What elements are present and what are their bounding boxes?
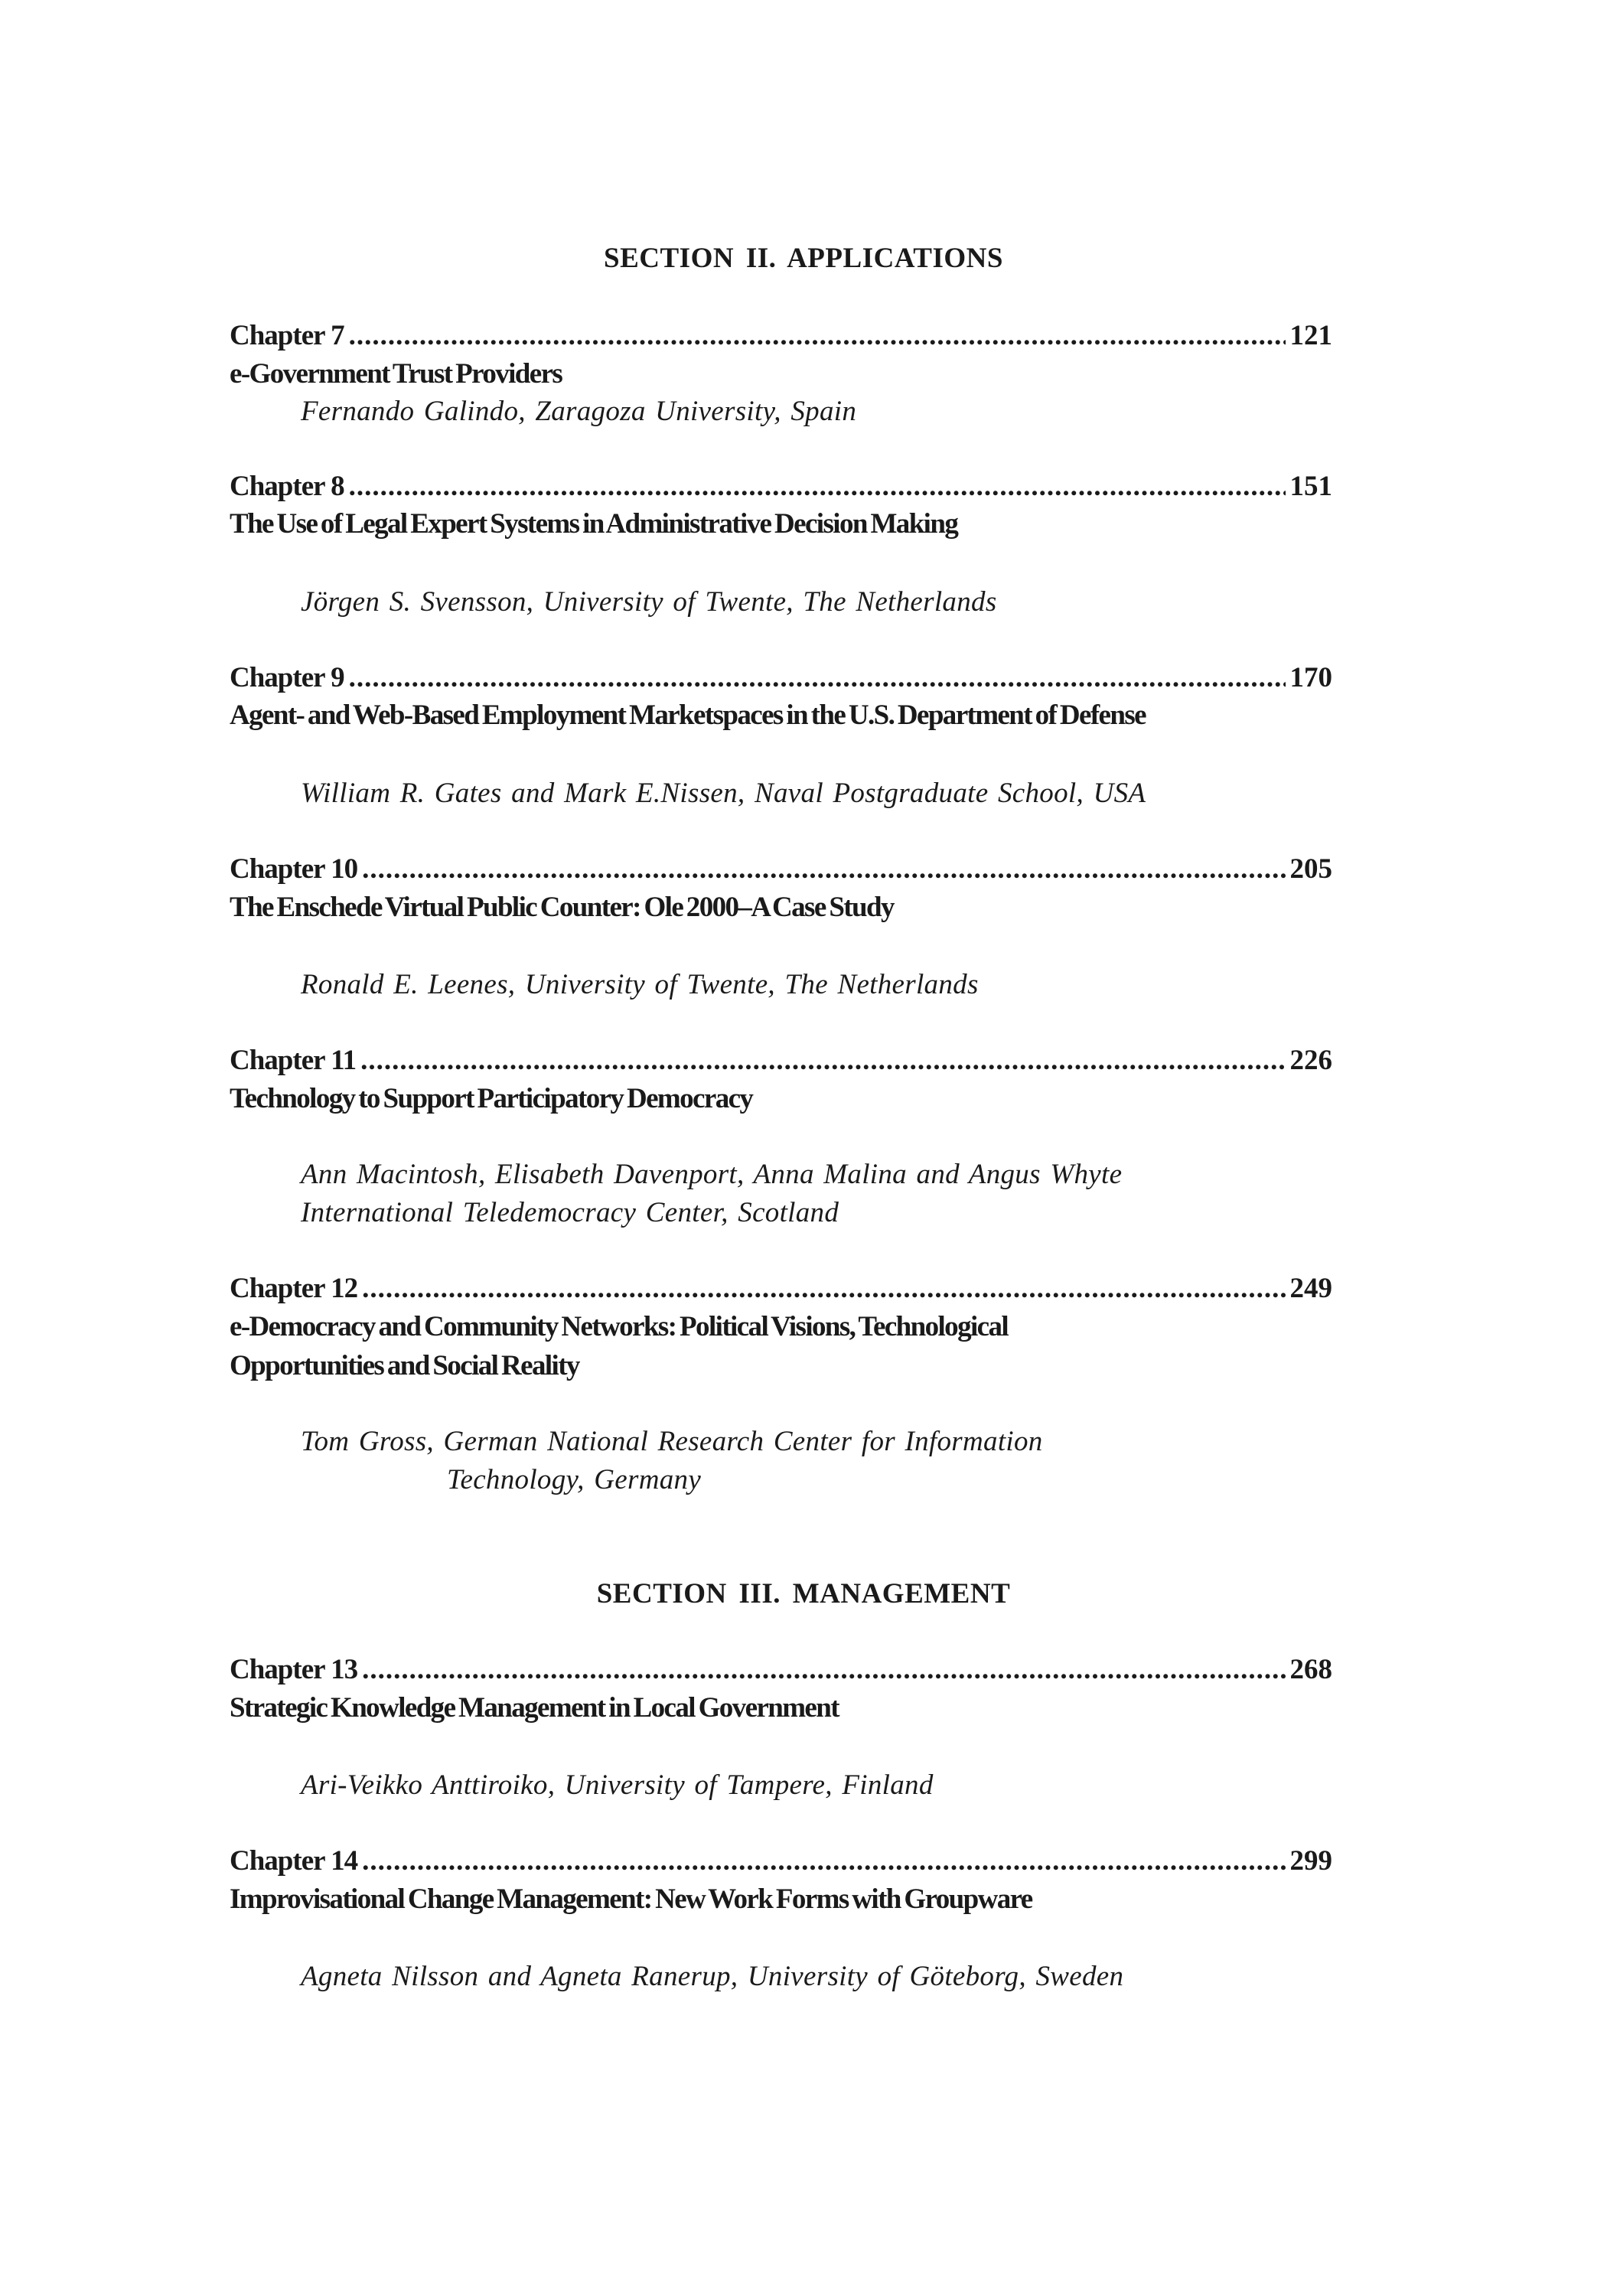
chapter-authors-cont: Technology, Germany: [447, 1464, 702, 1495]
chapter-label: Chapter 9: [230, 662, 344, 693]
chapter-label: Chapter 8: [230, 471, 344, 502]
page-number: 249: [1289, 1273, 1332, 1304]
dot-leader: [362, 853, 1285, 886]
page-number: 205: [1289, 853, 1332, 885]
chapter-entry[interactable]: [230, 470, 1332, 504]
chapter-title: e-Democracy and Community Networks: Political Visions, Technological: [230, 1311, 1009, 1342]
dot-leader: [360, 1044, 1285, 1078]
dot-leader: [362, 1653, 1285, 1687]
chapter-authors: Ann Macintosh, Elisabeth Davenport, Anna Malina and Angus Whyte: [301, 1159, 1123, 1190]
chapter-authors: Fernando Galindo, Zaragoza University, Spain: [301, 396, 857, 427]
page-number: 268: [1289, 1654, 1332, 1685]
chapter-label: Chapter 13: [230, 1654, 358, 1685]
dot-leader: [349, 319, 1286, 353]
dot-leader: [349, 661, 1286, 695]
chapter-title: The Enschede Virtual Public Counter: Ole 2000–A Case Study: [230, 892, 894, 923]
chapter-authors: Ari-Veikko Anttiroiko, University of Tampere, Finland: [301, 1769, 934, 1801]
chapter-label: Chapter 11: [230, 1045, 357, 1076]
chapter-title: Strategic Knowledge Management in Local Government: [230, 1692, 839, 1724]
section-heading: SECTION II. APPLICATIONS: [604, 243, 1003, 274]
chapter-entry[interactable]: [230, 1044, 1332, 1078]
page-number: 226: [1289, 1045, 1332, 1076]
chapter-entry[interactable]: [230, 1653, 1332, 1687]
page-number: 151: [1289, 471, 1332, 502]
page-number: 121: [1289, 320, 1332, 351]
section-heading: SECTION III. MANAGEMENT: [596, 1578, 1011, 1609]
chapter-authors: Tom Gross, German National Research Center for Information: [301, 1426, 1043, 1457]
chapter-title: The Use of Legal Expert Systems in Administrative Decision Making: [230, 508, 958, 540]
chapter-title: Agent- and Web-Based Employment Marketspaces in the U.S. Department of Defense: [230, 700, 1146, 731]
dot-leader: [349, 470, 1286, 504]
chapter-label: Chapter 7: [230, 320, 344, 351]
chapter-authors: Agneta Nilsson and Agneta Ranerup, University of Göteborg, Sweden: [301, 1961, 1124, 1992]
chapter-authors: Jörgen S. Svensson, University of Twente, The Netherlands: [301, 586, 997, 618]
chapter-entry[interactable]: [230, 1844, 1332, 1878]
chapter-entry[interactable]: [230, 853, 1332, 886]
chapter-label: Chapter 12: [230, 1273, 358, 1304]
chapter-authors: Ronald E. Leenes, University of Twente, The Netherlands: [301, 969, 979, 1000]
page-number: 299: [1289, 1845, 1332, 1877]
chapter-authors: William R. Gates and Mark E.Nissen, Naval Postgraduate School, USA: [301, 778, 1146, 809]
chapter-title: Technology to Support Participatory Democracy: [230, 1083, 753, 1114]
chapter-entry[interactable]: [230, 661, 1332, 695]
chapter-affiliation: International Teledemocracy Center, Scotland: [301, 1197, 839, 1228]
chapter-entry[interactable]: [230, 1272, 1332, 1306]
chapter-title-cont: Opportunities and Social Reality: [230, 1350, 579, 1381]
chapter-entry[interactable]: [230, 319, 1332, 353]
chapter-label: Chapter 10: [230, 853, 358, 885]
chapter-title: Improvisational Change Management: New Work Forms with Groupware: [230, 1883, 1032, 1915]
chapter-title: e-Government Trust Providers: [230, 358, 562, 390]
page-number: 170: [1289, 662, 1332, 693]
dot-leader: [362, 1844, 1285, 1878]
dot-leader: [362, 1272, 1285, 1306]
chapter-label: Chapter 14: [230, 1845, 358, 1877]
